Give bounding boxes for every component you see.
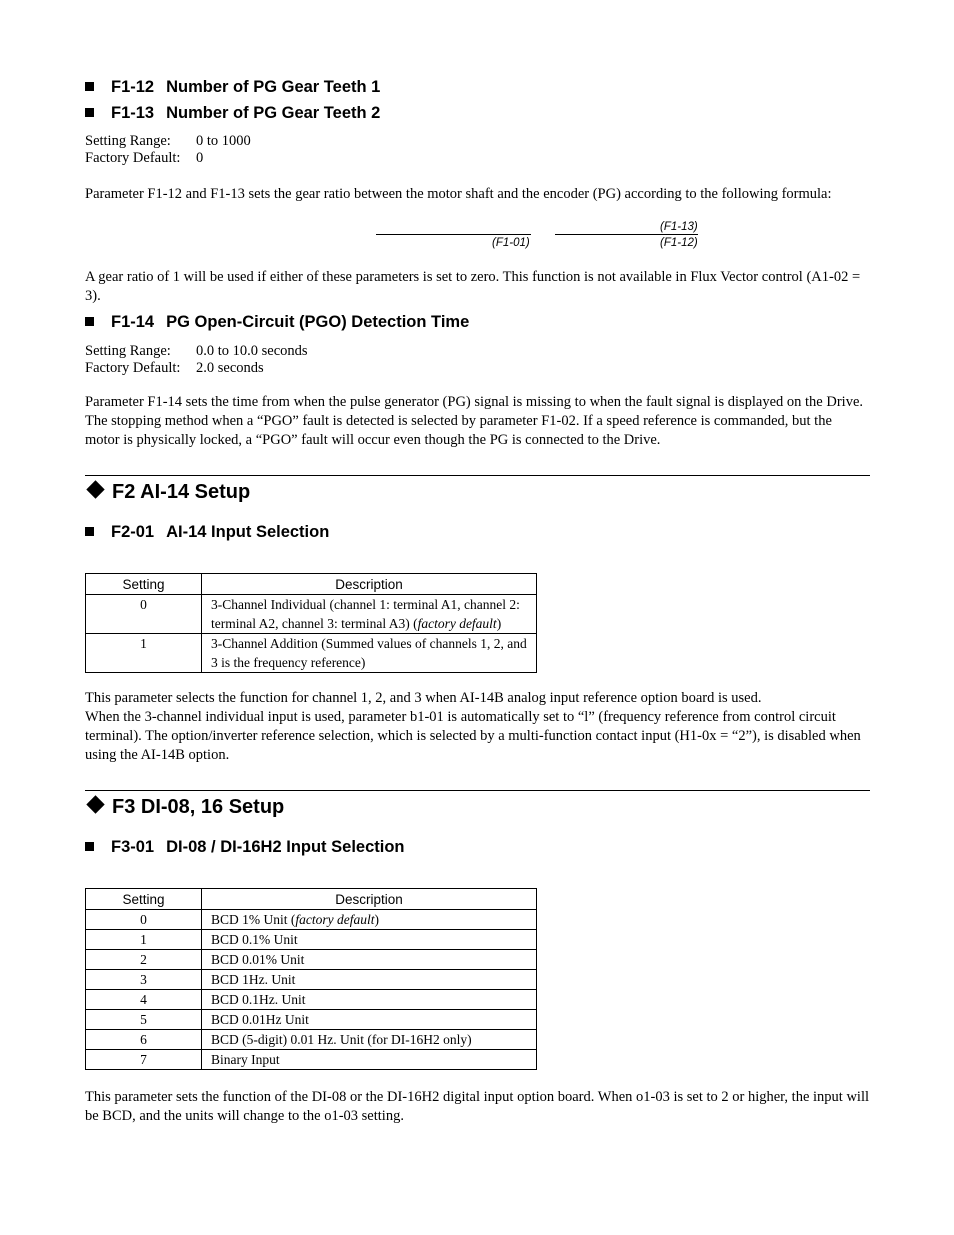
pgo-setting-range [85,342,308,378]
setting-cell: 1 [86,930,202,950]
description-cell: BCD 1Hz. Unit [202,970,537,990]
diamond-bullet-icon [86,480,104,498]
description-cell: BCD 0.01Hz Unit [202,1010,537,1030]
bullet-square-icon [85,108,94,117]
setting-cell: 1 [86,634,202,673]
description-cell: BCD 0.1% Unit [202,930,537,950]
gear-description: Parameter F1-12 and F1-13 sets the gear ratio between the motor shaft and the encoder (PG) according to the following formula: [85,186,832,202]
param-title: Number of PG Gear Teeth 2 [166,104,381,122]
description-cell: BCD (5-digit) 0.01 Hz. Unit (for DI-16H2 only) [202,1030,537,1050]
formula-denominator-right: (F1-12) [660,237,698,249]
formula-denominator-left: (F1-01) [492,237,530,249]
bullet-square-icon [85,527,94,536]
subheading-f1-14 [85,312,469,332]
table-row [86,950,537,970]
param-title: Number of PG Gear Teeth 1 [166,78,381,96]
description-cell [202,595,537,634]
description-cell: BCD 0.1Hz. Unit [202,990,537,1010]
bullet-square-icon [85,317,94,326]
formula-numerator-right: (F1-13) [660,221,698,233]
header-description: Description [202,889,537,910]
description-cell: BCD 0.01% Unit [202,950,537,970]
table-row [86,1010,537,1030]
param-title: PG Open-Circuit (PGO) Detection Time [166,313,470,331]
default-label: Factory Default: [85,360,181,376]
diamond-bullet-icon [86,795,104,813]
bullet-square-icon [85,842,94,851]
gear-setting-range [85,132,251,168]
setting-cell: 7 [86,1050,202,1070]
table-row [86,930,537,950]
table-row [86,1050,537,1070]
setting-cell: 6 [86,1030,202,1050]
section-title: F2 AI-14 Setup [112,481,251,503]
setting-cell: 0 [86,595,202,634]
section-title: F3 DI-08, 16 Setup [112,796,285,818]
bullet-square-icon [85,82,94,91]
table-row [86,910,537,930]
range-label: Setting Range: [85,133,171,149]
gear-note: A gear ratio of 1 will be used if either of these parameters is set to zero. This function is not available in Flux Vector control (A1-02 = 3). [85,269,861,304]
section-divider [85,475,870,476]
di08-settings-table [85,888,537,1070]
section-divider [85,790,870,791]
subheading-f3-01 [85,837,405,857]
setting-cell: 4 [86,990,202,1010]
description-cell: Binary Input [202,1050,537,1070]
setting-cell: 2 [86,950,202,970]
setting-cell: 5 [86,1010,202,1030]
table-header-row [86,574,537,595]
setting-cell: 0 [86,910,202,930]
param-code: F1-13 [111,104,155,122]
description-close: ) [496,616,502,631]
range-value: 0.0 to 10.0 seconds [196,343,308,359]
range-label: Setting Range: [85,343,171,359]
pgo-description: Parameter F1-14 sets the time from when the pulse generator (PG) signal is missing to when the fault signal is displayed on the Drive. The stopping method when a “PGO” fault is detected is selected by parameter F1-02. If a speed reference is commanded, but the motor is physically locked, a “PGO” fault will occur even though the PG is connected to the Drive. [85,394,864,448]
f2-description [85,689,870,765]
header-setting: Setting [86,889,202,910]
fraction-line-right [555,234,698,235]
header-setting: Setting [86,574,202,595]
param-code: F1-14 [111,313,155,331]
param-code: F3-01 [111,838,155,856]
description-close: ) [374,912,379,927]
fraction-line-left [376,234,531,235]
table-row [86,970,537,990]
table-row [86,595,537,634]
subheading-f2-01 [85,522,329,542]
header-description: Description [202,574,537,595]
subheading-f1-12 [85,77,380,97]
section-heading-f3 [85,795,284,819]
default-marker: factory default [417,616,497,631]
default-marker: factory default [295,912,375,927]
param-title: AI-14 Input Selection [166,523,330,541]
default-value: 0 [196,150,204,166]
table-row [86,990,537,1010]
default-label: Factory Default: [85,150,181,166]
description-cell [202,910,537,930]
section-heading-f2 [85,480,250,504]
table-row [86,1030,537,1050]
table-header-row [86,889,537,910]
f2-description-line1: This parameter selects the function for channel 1, 2, and 3 when AI-14B analog input reference option board is used. [85,690,762,706]
range-value: 0 to 1000 [196,133,251,149]
table-row [86,634,537,673]
description-cell: 3-Channel Addition (Summed values of channels 1, 2, and 3 is the frequency reference) [202,634,537,673]
f3-description: This parameter sets the function of the DI-08 or the DI-16H2 digital input option board. When o1-03 is set to 2 or higher, the input will be BCD, and the units will change to the o1-03 setting. [85,1089,870,1124]
param-title: DI-08 / DI-16H2 Input Selection [166,838,405,856]
param-code: F1-12 [111,78,155,96]
param-code: F2-01 [111,523,155,541]
description-text: BCD 1% Unit ( [211,912,296,927]
subheading-f1-13 [85,103,380,123]
ai14-settings-table [85,573,537,673]
f2-description-line2: When the 3-channel individual input is used, parameter b1-01 is automatically set to “l” (frequency reference from control circuit terminal). The option/inverter reference selection, which is selected by a multi-function contact input (H1-0x = “2”), is disabled when using the AI-14B option. [85,709,861,763]
default-value: 2.0 seconds [196,360,264,376]
description-text: 3-Channel Individual (channel 1: terminal A1, channel 2: terminal A2, channel 3: terminal A3) ( [211,597,520,631]
setting-cell: 3 [86,970,202,990]
